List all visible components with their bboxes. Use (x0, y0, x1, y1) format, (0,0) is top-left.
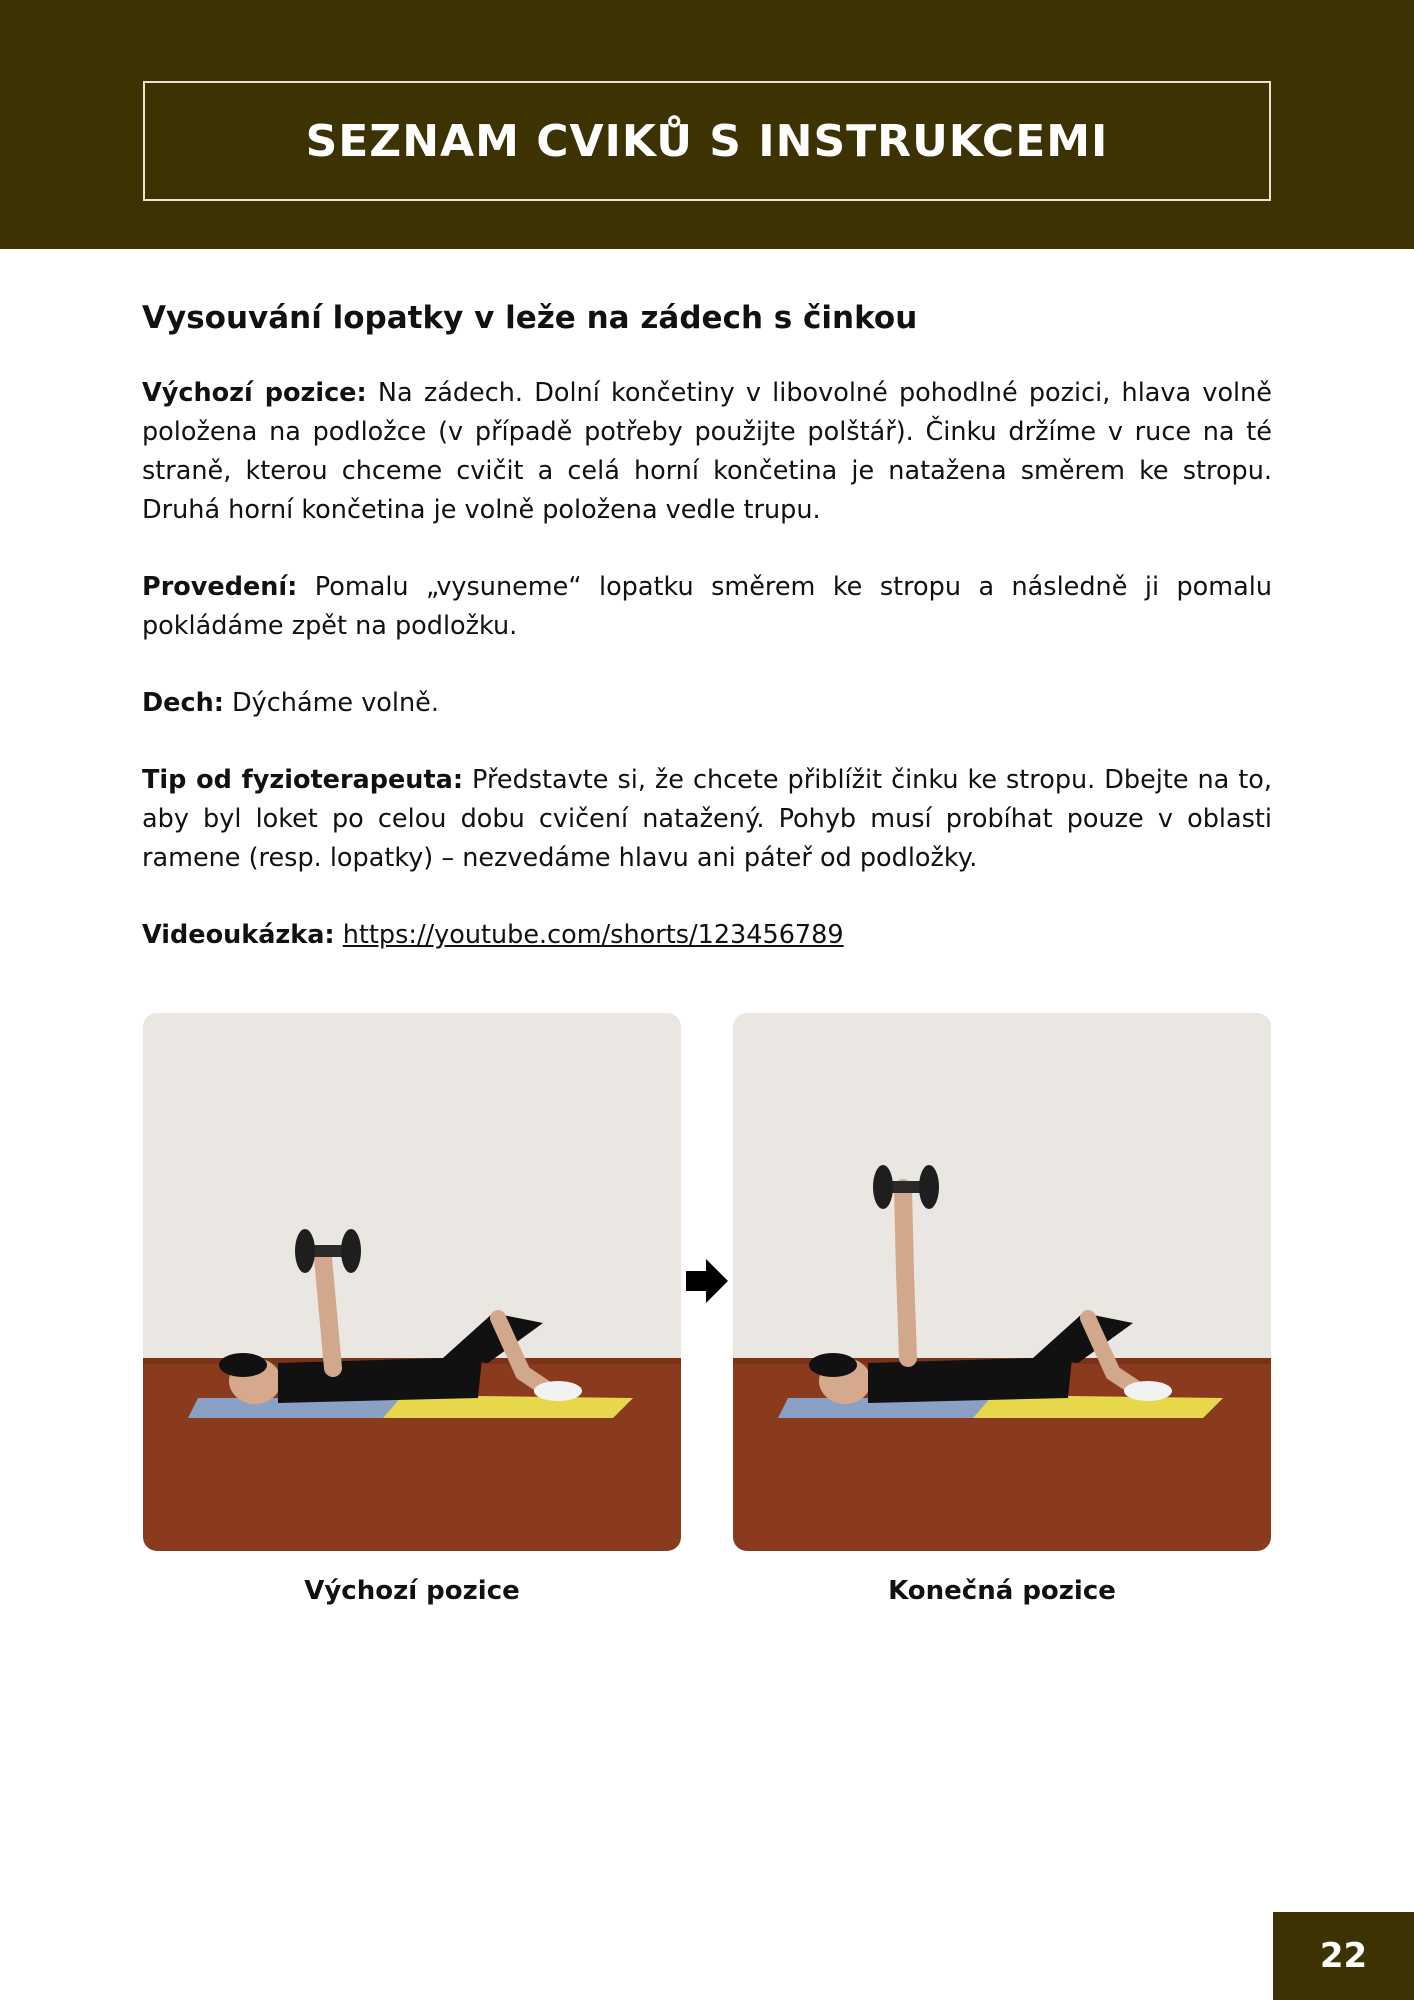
title-frame (143, 81, 1271, 201)
video-link[interactable]: https://youtube.com/shorts/123456789 (342, 920, 844, 950)
page-number-box (1273, 1912, 1414, 2000)
header-banner (0, 0, 1414, 249)
page-number: 22 (1319, 1936, 1368, 1976)
execution-paragraph (142, 568, 1272, 646)
exercise-content (142, 300, 1272, 993)
tip-paragraph (142, 761, 1272, 878)
execution-label: Provedení: (142, 572, 298, 602)
start-position-text: Na zádech. Dolní končetiny v libovolné pohodlné pozici, hlava volně položena na podložce (v případě potřeby použijte polštář). Činku držíme v ruce na té straně, kterou chceme cvičit a celá horní končetina je natažena směrem ke stropu. Druhá horní končetina je volně položena vedle trupu. (142, 378, 1272, 525)
video-label: Videoukázka: (142, 920, 335, 950)
start-position-caption: Výchozí pozice (304, 1576, 520, 1606)
start-position-paragraph (142, 374, 1272, 530)
end-position-caption: Konečná pozice (888, 1576, 1116, 1606)
page-title: SEZNAM CVIKŮ S INSTRUKCEMI (305, 115, 1109, 167)
breath-paragraph (142, 684, 1272, 723)
breath-label: Dech: (142, 688, 224, 718)
tip-label: Tip od fyzioterapeuta: (142, 765, 464, 795)
start-position-photo (143, 1013, 681, 1551)
end-position-photo (733, 1013, 1271, 1551)
video-paragraph (142, 916, 1272, 955)
exercise-title: Vysouvání lopatky v leže na zádech s činkou (142, 300, 918, 336)
arrow-right-icon (686, 1259, 728, 1303)
exercise-photos (143, 1013, 1271, 1551)
tip-text: Představte si, že chcete přiblížit činku ke stropu. Dbejte na to, aby byl loket po celou dobu cvičení natažený. Pohyb musí probíhat pouze v oblasti ramene (resp. lopatky) – nezvedáme hlavu ani páteř od podložky. (142, 765, 1272, 873)
start-position-label: Výchozí pozice: (142, 378, 367, 408)
breath-text: Dýcháme volně. (223, 688, 439, 718)
execution-text: Pomalu „vysuneme“ lopatku směrem ke stropu a následně ji pomalu pokládáme zpět na podložku. (142, 572, 1272, 641)
